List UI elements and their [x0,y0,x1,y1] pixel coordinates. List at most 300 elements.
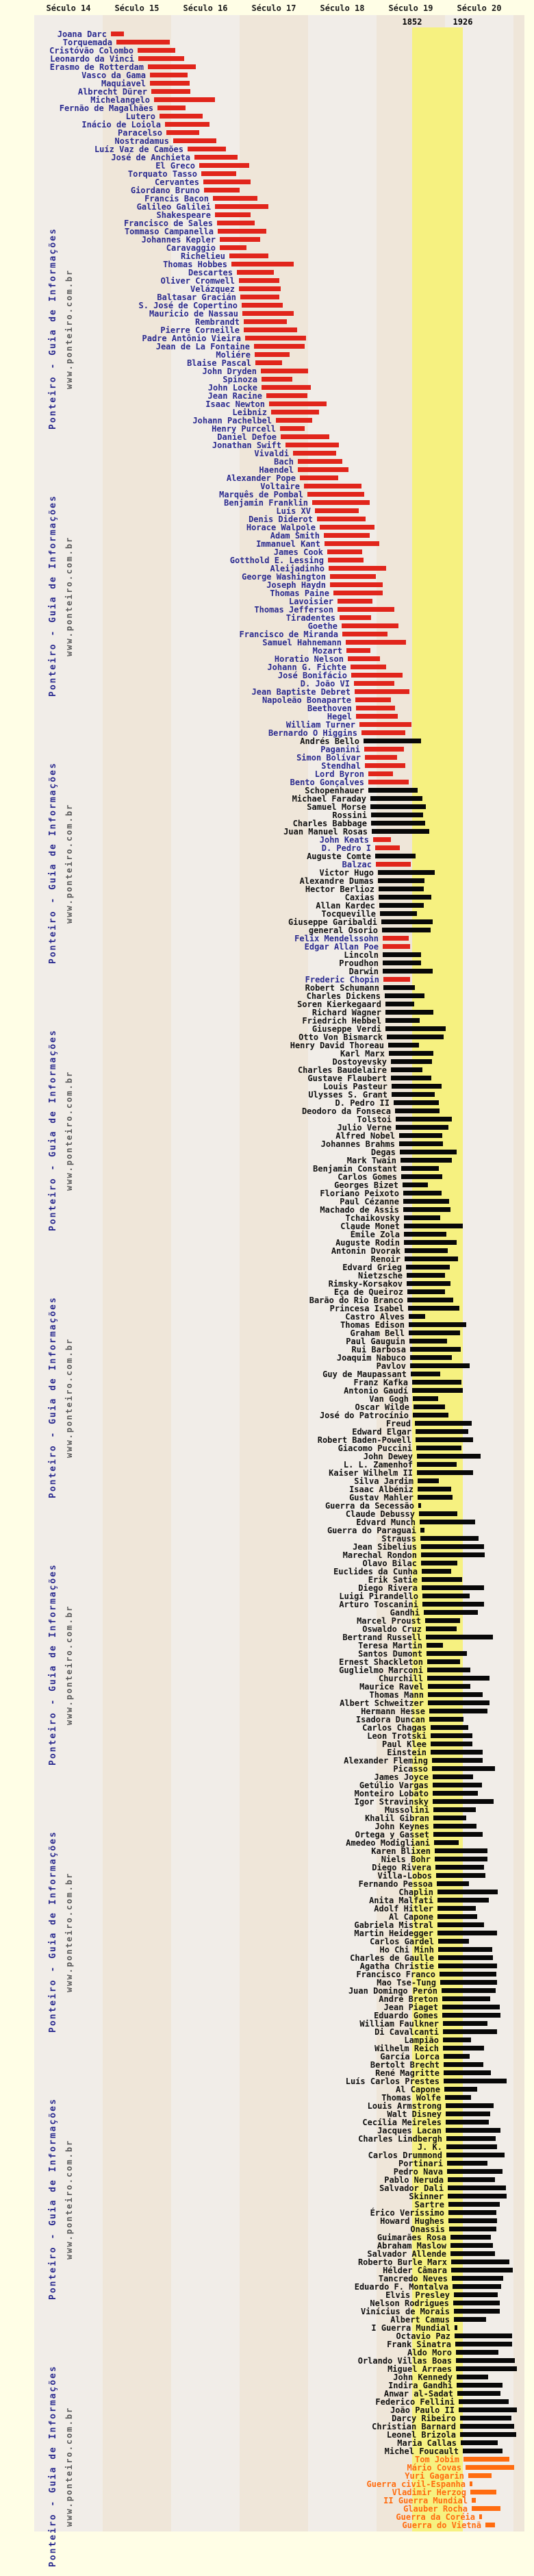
lifespan-bar [412,1380,461,1385]
timeline-row [0,2373,534,2381]
lifespan-bar [413,1413,448,1417]
lifespan-bar [220,245,246,250]
person-name: Edvard Grieg [342,1263,402,1272]
timeline-row [0,384,534,392]
person-name: Kaiser Wilhelm II [329,1468,413,1478]
timeline-row [0,1773,534,1781]
person-name: Sartre [414,2200,444,2209]
lifespan-bar [450,2235,491,2240]
timeline-row [0,178,534,186]
timeline-row [0,2225,534,2233]
lifespan-bar [199,163,249,168]
person-name: John Dryden [202,367,257,376]
person-name: Torquemada [62,38,112,47]
lifespan-bar [255,360,282,365]
person-name: Juan Domingo Perón [348,1986,437,1996]
lifespan-bar [427,1668,470,1672]
person-name: Velázquez [190,284,235,294]
person-name: William Faulkner [359,2019,439,2029]
person-name: Giuseppe Verdi [312,1024,381,1034]
lifespan-bar [422,1594,470,1598]
person-name: Émile Zola [350,1230,400,1239]
person-name: Diego Rivera [358,1583,418,1593]
timeline-row [0,852,534,860]
lifespan-bar [276,418,312,423]
lifespan-bar [404,1240,457,1245]
lifespan-bar [433,1791,478,1796]
lifespan-bar [459,2407,517,2412]
person-name: Karen Blixen [371,1846,431,1856]
person-name: Glauber Rocha [403,2504,468,2514]
lifespan-bar [242,311,294,316]
timeline-row [0,1946,534,1954]
person-name: Benjamin Constant [313,1164,397,1174]
person-name: Thomas Mann [369,1690,424,1700]
person-name: Luís XV [276,506,311,516]
person-name: Luíz Vaz de Camões [94,145,183,154]
timeline-row [0,293,534,301]
lifespan-bar [448,2202,500,2207]
lifespan-bar [317,517,366,521]
person-name: Igor Stravinsky [354,1797,429,1807]
timeline-row [0,334,534,343]
person-name: Yuri Gagarin [405,2471,464,2481]
timeline-row [0,770,534,778]
lifespan-bar [298,467,348,472]
lifespan-bar [421,1561,457,1565]
timeline-row [0,2365,534,2373]
person-name: Hector Berlioz [305,884,374,894]
lifespan-bar [442,1996,490,2001]
person-name: Leonardo da Vinci [50,54,134,64]
timeline-row [0,729,534,737]
lifespan-bar [437,1881,469,1886]
person-name: Hegel [327,712,352,721]
lifespan-bar [404,1215,440,1220]
lifespan-bar [453,2284,501,2289]
lifespan-bar [451,2259,509,2264]
person-name: Lutero [125,112,155,121]
timeline-row [0,2102,534,2110]
lifespan-bar [457,2383,503,2388]
person-name: Monteiro Lobato [354,1789,429,1798]
person-name: Alexandre Dumas [299,876,374,886]
timeline-row [0,1124,534,1132]
person-name: Bertrand Russell [342,1633,422,1642]
lifespan-bar [444,2062,483,2067]
person-name: Pedro Nava [393,2167,443,2177]
timeline-row [0,2209,534,2217]
lifespan-bar [472,2498,476,2503]
person-name: II Guerra Mundial [383,2496,468,2505]
person-name: Mário Covas [407,2463,461,2473]
lifespan-bar [450,2251,495,2256]
lifespan-bar [229,253,268,258]
person-name: Jean de La Fontaine [155,342,250,351]
timeline-row [0,803,534,811]
lifespan-bar [379,895,431,900]
timeline-row [0,1937,534,1946]
timeline-row [0,252,534,260]
lifespan-bar [150,81,190,86]
timeline-row [0,918,534,926]
person-name: Albert Camus [390,2315,450,2325]
lifespan-bar [438,1939,469,1944]
timeline-row [0,1979,534,1987]
lifespan-bar [315,508,359,513]
timeline-row [0,1987,534,1995]
person-name: Johannes Brahms [320,1139,395,1149]
lifespan-bar [448,2210,496,2215]
timeline-row [0,1765,534,1773]
timeline-row [0,1173,534,1181]
timeline-row [0,1814,534,1822]
timeline-row [0,1905,534,1913]
lifespan-bar [340,615,371,620]
lifespan-bar [400,1150,457,1154]
lifespan-bar [342,632,387,636]
timeline-row [0,1296,534,1304]
lifespan-bar [237,270,274,275]
timeline-row [0,367,534,375]
timeline-row [0,1387,534,1395]
timeline-row [0,1995,534,2003]
person-name: Bertolt Brecht [370,2060,440,2070]
lifespan-bar [231,262,294,267]
person-name: Hermann Hesse [361,1707,425,1716]
person-name: Oscar Wilde [355,1402,409,1412]
lifespan-bar [413,1396,438,1401]
person-name: Dostoyevsky [332,1057,387,1067]
person-name: Vladimir Herzog [392,2488,466,2497]
timeline-row [0,2003,534,2011]
person-name: Salvador Allende [367,2249,446,2259]
timeline-row [0,1230,534,1239]
person-name: general Osorio [308,926,378,935]
timeline-row [0,1436,534,1444]
person-name: Gustave Flaubert [307,1074,387,1083]
timeline-row [0,277,534,285]
timeline-row [0,162,534,170]
timeline-row [0,2143,534,2151]
lifespan-bar [437,1906,476,1911]
watermark-brand-text: Ponteiro - Guia de Informações [48,495,58,697]
lifespan-bar [449,2227,496,2231]
timeline-row [0,1789,534,1798]
lifespan-bar [378,878,424,883]
lifespan-bar [325,541,379,546]
lifespan-bar [407,1281,450,1286]
person-name: Lord Byron [314,769,364,779]
person-name: Alfred Nobel [335,1131,395,1141]
lifespan-bar [372,829,429,834]
person-name: Carlos Chagas [362,1723,427,1733]
watermark-url-text: www.ponteiro.com.br [64,1337,74,1458]
timeline-row [0,1691,534,1699]
person-name: Benjamin Franklin [224,498,308,508]
person-name: El Greco [155,161,195,171]
timeline-row [0,1214,534,1222]
timeline-row [0,606,534,614]
timeline-row [0,1140,534,1148]
person-name: Di Cavalcanti [374,2027,439,2037]
person-name: Tchaikovsky [345,1213,400,1223]
person-name: Vivaldi [254,449,289,458]
person-name: Pablo Neruda [384,2175,444,2185]
lifespan-bar [391,1067,422,1072]
lifespan-bar [426,1626,457,1631]
person-name: Isaac Albéniz [349,1485,414,1494]
watermark-brand-text: Ponteiro - Guia de Informações [48,2365,58,2568]
lifespan-bar [426,1635,493,1639]
person-name: Paracelso [117,128,162,138]
lifespan-bar [448,2194,507,2199]
lifespan-bar [451,2268,513,2272]
lifespan-bar [438,1955,493,1960]
timeline-row [0,589,534,597]
timeline-row [0,737,534,745]
lifespan-bar [446,2120,489,2125]
timeline-row [0,1559,534,1568]
person-name: Jacques Lacan [377,2126,442,2135]
timeline-row [0,1724,534,1732]
lifespan-bar [111,32,124,36]
person-name: Guerra da Coréia [396,2512,475,2522]
watermark-brand-text: Ponteiro - Guia de Informações [48,1831,58,2033]
lifespan-bar [428,1692,483,1697]
person-name: Giacomo Puccini [338,1444,412,1453]
lifespan-bar [371,821,425,826]
timeline-row [0,2192,534,2201]
century-label-20: Século 20 [457,3,502,13]
person-name: Tocqueville [321,909,376,919]
lifespan-bar [453,2301,500,2305]
timeline-row [0,2217,534,2225]
lifespan-bar [461,2440,498,2445]
person-name: Michael Faraday [292,794,366,804]
person-name: Indira Gandhi [388,2381,453,2390]
timeline-row [0,1148,534,1156]
lifespan-bar [399,1133,442,1138]
lifespan-bar [421,1544,484,1549]
lifespan-bar [255,352,290,357]
lifespan-bar [320,525,374,530]
timeline-row [0,2357,534,2365]
lifespan-bar [444,2070,491,2075]
timeline-row [0,1156,534,1165]
lifespan-bar [427,1651,467,1656]
timeline-row [0,1198,534,1206]
person-name: Paul Klee [381,1739,427,1749]
lifespan-bar [422,1577,462,1582]
person-name: Friedrich Hebbel [302,1016,381,1026]
lifespan-bar [244,327,297,332]
person-name: Karl Marx [340,1049,385,1058]
century-label-15: Século 15 [114,3,160,13]
lifespan-bar [239,278,279,283]
lifespan-bar [421,1552,485,1557]
lifespan-bar [364,739,421,743]
lifespan-bar [429,1717,463,1722]
lifespan-bar [431,1750,483,1755]
timeline-row [0,449,534,458]
timeline-row [0,2332,534,2340]
lifespan-bar [380,911,417,916]
lifespan-bar [443,2038,471,2042]
person-name: Picasso [393,1764,428,1774]
timeline-row [0,186,534,195]
timeline-row [0,400,534,408]
lifespan-bar [407,1289,445,1294]
lifespan-bar [433,1832,483,1837]
band-year-start: 1852 [402,17,422,27]
timeline-row [0,2250,534,2258]
timeline-row [0,1962,534,1970]
timeline-row [0,137,534,145]
lifespan-bar [173,138,216,143]
person-name: Érico Veríssimo [370,2208,444,2218]
lifespan-bar [437,1890,498,1894]
lifespan-bar [457,2375,488,2379]
lifespan-bar [436,1873,485,1878]
century-label-16: Século 16 [183,3,228,13]
person-name: Ho Chi Minh [379,1945,434,1955]
lifespan-bar [361,730,405,735]
lifespan-bar [356,714,398,719]
person-name: Darcy Ribeiro [392,2414,456,2423]
timeline-row [0,1872,534,1880]
timeline-row [0,1222,534,1230]
timeline-row [0,1107,534,1115]
lifespan-bar [438,1964,497,1968]
lifespan-bar [434,1840,459,1845]
person-name: Anwar al-Sadat [383,2389,453,2399]
lifespan-bar [254,344,305,349]
century-label-14: Século 14 [46,3,91,13]
lifespan-bar [407,1298,453,1302]
lifespan-bar [432,1758,483,1763]
person-name: Octavio Paz [396,2331,450,2341]
person-name: Jonathan Swift [212,441,281,450]
lifespan-bar [433,1807,476,1812]
timeline-row [0,244,534,252]
person-name: João Paulo II [390,2405,455,2415]
timeline-row [0,1008,534,1017]
timeline-row [0,704,534,713]
lifespan-bar [368,780,409,784]
lifespan-bar [431,1725,468,1730]
lifespan-bar [410,1347,461,1352]
person-name: Georges Bizet [334,1180,398,1190]
lifespan-bar [410,1355,452,1360]
lifespan-bar [417,1454,481,1459]
person-name: Pavlov [376,1361,406,1371]
lifespan-bar [262,385,311,390]
person-name: Olavo Bilac [362,1559,417,1568]
person-name: André Breton [379,1994,438,2004]
timeline-row [0,2266,534,2275]
timeline-row [0,1921,534,1929]
timeline-row [0,2283,534,2291]
timeline-row [0,1831,534,1839]
timeline-row [0,2077,534,2085]
lifespan-bar [346,640,406,645]
person-name: Tancredo Neves [378,2274,448,2283]
lifespan-bar [280,426,305,431]
timeline-row [0,1280,534,1288]
watermark-url-text: www.ponteiro.com.br [64,2139,74,2259]
lifespan-bar [427,1643,443,1648]
lifespan-bar [383,969,433,974]
lifespan-bar [359,722,411,727]
lifespan-bar [392,1092,435,1097]
timeline-row [0,910,534,918]
timeline-row [0,2242,534,2250]
person-name: Haendel [259,465,294,475]
lifespan-bar [396,1117,452,1122]
timeline-row [0,976,534,984]
timeline-row [0,1017,534,1025]
lifespan-bar [406,1265,450,1270]
person-name: Giuseppe Garibaldi [288,917,377,927]
lifespan-bar [470,2490,496,2494]
timeline-row [0,1091,534,1099]
lifespan-bar [396,1125,448,1130]
lifespan-bar [379,903,424,908]
person-name: Deodoro da Fonseca [301,1106,391,1116]
person-name: Teresa Martin [358,1641,422,1650]
lifespan-bar [447,2161,487,2166]
lifespan-bar [463,2457,509,2462]
timeline-row [0,1206,534,1214]
person-name: Guglielmo Marconi [339,1665,423,1675]
lifespan-bar [245,336,306,340]
timeline-row [0,2127,534,2135]
person-name: Edgar Allan Poe [304,942,379,952]
timeline-row [0,1189,534,1198]
person-name: Simon Bolívar [296,753,361,763]
person-name: Goethe [307,621,338,631]
person-name: Aleijadinho [270,564,325,573]
person-name: Erasmo de Rotterdam [49,62,144,72]
person-name: Princesa Isabel [329,1304,404,1313]
timeline-row [0,828,534,836]
person-name: Martin Heidegger [354,1929,433,1938]
lifespan-bar [455,2342,512,2346]
timeline-row [0,1880,534,1888]
person-name: Tom Jobim [414,2455,459,2464]
lifespan-bar [422,1602,484,1607]
lifespan-bar [437,1922,484,1927]
timeline-row [0,2349,534,2357]
timeline-row [0,1403,534,1411]
lifespan-bar [433,1824,476,1829]
lifespan-bar [454,2317,486,2322]
lifespan-bar [293,451,336,456]
person-name: Schopenhauer [305,786,364,795]
timeline-row [0,1411,534,1420]
person-name: S. José de Copertino [138,301,238,310]
watermark-brand-text: Ponteiro - Guia de Informações [48,227,58,430]
timeline-row [0,1888,534,1896]
timeline-row [0,1584,534,1592]
lifespan-bar [166,130,199,135]
timeline-row [0,2044,534,2053]
lifespan-bar [466,2465,514,2470]
timeline-row [0,1050,534,1058]
person-name: Agatha Christie [359,1961,434,1971]
person-name: L. L. Zamenhof [343,1460,413,1470]
